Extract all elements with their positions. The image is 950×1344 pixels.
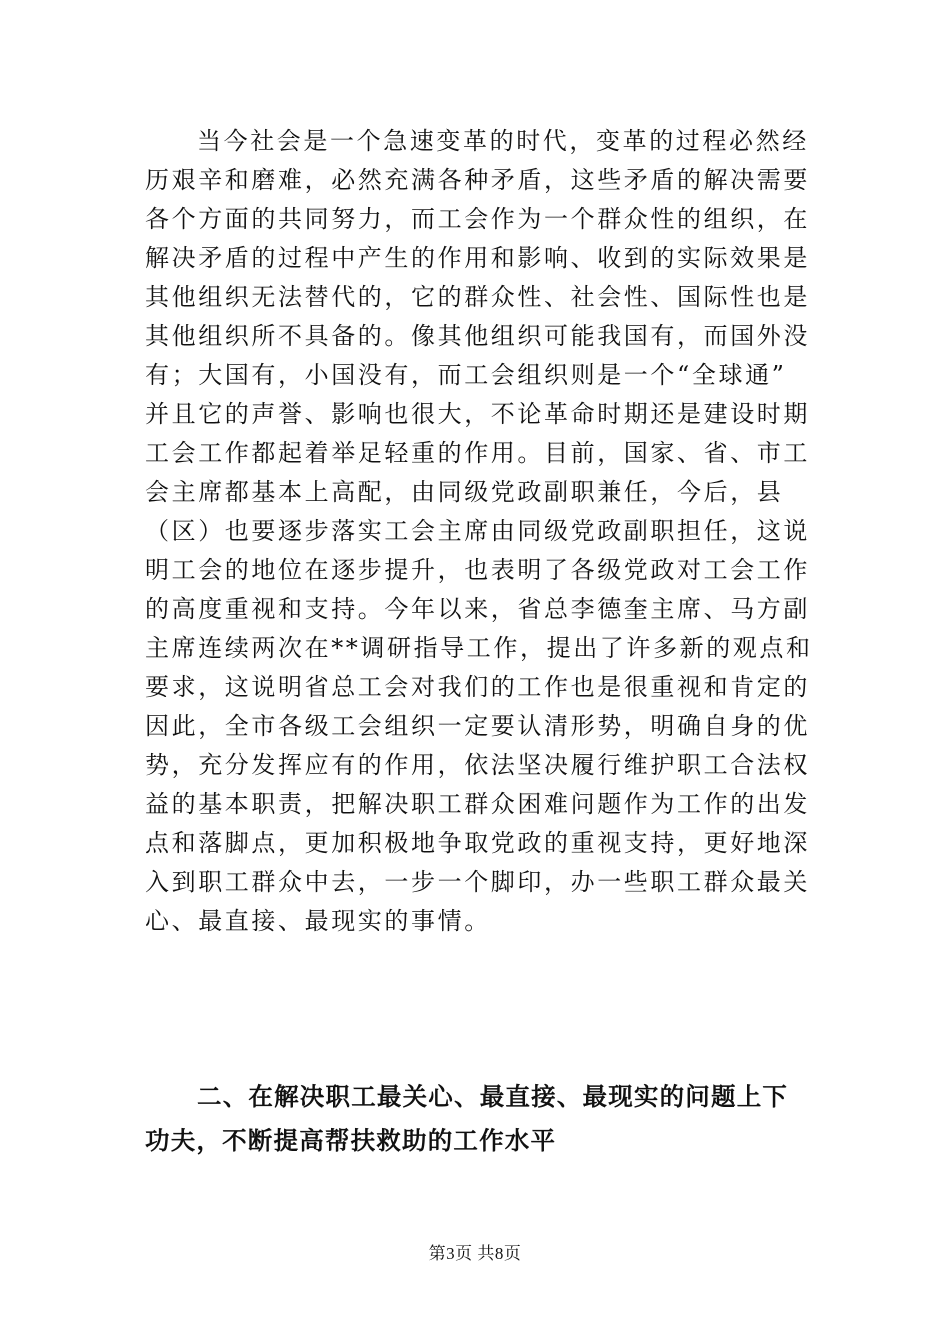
paragraph-line: 势，充分发挥应有的作用，依法坚决履行维护职工合法权 <box>145 751 810 779</box>
paragraph-line: 其他组织所不具备的。像其他组织可能我国有，而国外没 <box>145 322 810 350</box>
paragraph-line: 工会工作都起着举足轻重的作用。目前，国家、省、市工 <box>145 439 810 467</box>
paragraph-line: 要求，这说明省总工会对我们的工作也是很重视和肯定的 <box>145 673 810 701</box>
paragraph-line: 明工会的地位在逐步提升，也表明了各级党政对工会工作 <box>145 556 810 584</box>
paragraph-line: 的高度重视和支持。今年以来，省总李德奎主席、马方副 <box>145 595 810 623</box>
heading-line: 功夫，不断提高帮扶救助的工作水平 <box>145 1126 557 1155</box>
paragraph-line: 历艰辛和磨难，必然充满各种矛盾，这些矛盾的解决需要 <box>145 166 810 194</box>
heading-line: 二、在解决职工最关心、最直接、最现实的问题上下 <box>197 1082 789 1111</box>
paragraph-line: 入到职工群众中去，一步一个脚印，办一些职工群众最关 <box>145 868 810 896</box>
paragraph-line: 点和落脚点，更加积极地争取党政的重视支持，更好地深 <box>145 829 810 857</box>
paragraph-line: 有；大国有，小国没有，而工会组织则是一个“全球通” <box>145 361 787 389</box>
paragraph-line: 各个方面的共同努力，而工会作为一个群众性的组织，在 <box>145 205 810 233</box>
section-heading <box>145 1075 810 1163</box>
paragraph-line: 主席连续两次在**调研指导工作，提出了许多新的观点和 <box>145 634 813 662</box>
paragraph-line: 当今社会是一个急速变革的时代，变革的过程必然经 <box>197 127 809 155</box>
paragraph-line: 因此，全市各级工会组织一定要认清形势，明确自身的优 <box>145 712 810 740</box>
page-footer: 第3页 共8页 <box>428 1244 522 1263</box>
paragraph-line: （区）也要逐步落实工会主席由同级党政副职担任，这说 <box>145 517 810 545</box>
paragraph-line: 益的基本职责，把解决职工群众困难问题作为工作的出发 <box>145 790 810 818</box>
paragraph-line: 解决矛盾的过程中产生的作用和影响、收到的实际效果是 <box>145 244 810 272</box>
paragraph-line: 并且它的声誉、影响也很大，不论革命时期还是建设时期 <box>145 400 810 428</box>
paragraph-line: 会主席都基本上高配，由同级党政副职兼任，今后，县 <box>145 478 784 506</box>
paragraph-line: 其他组织无法替代的，它的群众性、社会性、国际性也是 <box>145 283 810 311</box>
body-paragraph <box>145 122 813 941</box>
paragraph-line: 心、最直接、最现实的事情。 <box>145 907 491 935</box>
